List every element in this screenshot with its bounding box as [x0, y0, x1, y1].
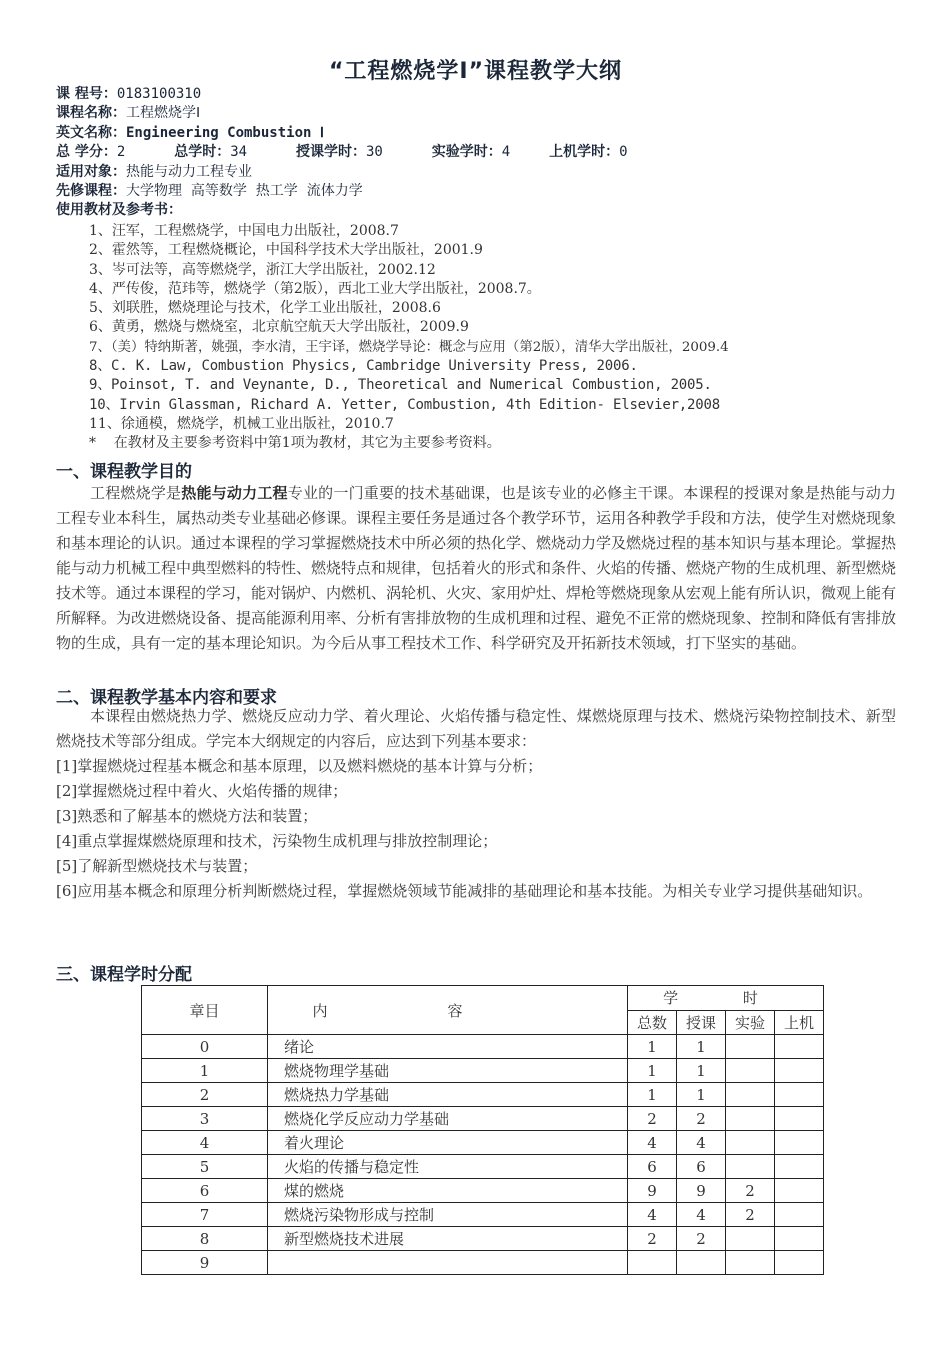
requirement-item: [6]应用基本概念和原理分析判断燃烧过程，掌握燃烧领域节能减排的基础理论和基本技能。为相关专业学习提供基础知识。 — [56, 882, 873, 900]
lecture-hours-value: 30 — [365, 144, 383, 161]
reference-item: 6、黄勇，燃烧与燃烧室，北京航空航天大学出版社，2009.9 — [89, 319, 469, 336]
lecture-cell: 1 — [677, 1059, 726, 1083]
content-cell: 燃烧化学反应动力学基础 — [268, 1107, 628, 1131]
prerequisites-label: 先修课程： — [56, 182, 126, 199]
hours-allocation-table — [141, 985, 824, 1275]
content-intro-paragraph: 本课程由燃烧热力学、燃烧反应动力学、着火理论、火焰传播与稳定性、煤燃烧原理与技术、燃烧污染物控制技术、新型燃烧技术等部分组成。学完本大纲规定的内容后，应达到下列基本要求： — [56, 707, 896, 750]
lecture-cell: 9 — [677, 1179, 726, 1203]
content-cell: 燃烧物理学基础 — [268, 1059, 628, 1083]
hours-row — [56, 143, 628, 162]
content-cell: 燃烧热力学基础 — [268, 1083, 628, 1107]
reference-item: 4、严传俊，范玮等，燃烧学（第2版），西北工业大学出版社，2008.7。 — [89, 280, 541, 297]
computer-cell — [775, 1251, 824, 1275]
reference-item: 1、汪军，工程燃烧学，中国电力出版社，2008.7 — [89, 223, 399, 239]
prerequisites-value: 大学物理 高等数学 热工学 流体力学 — [126, 182, 363, 199]
requirement-item: [1]掌握燃烧过程基本概念和基本原理，以及燃料燃烧的基本计算与分析； — [56, 757, 543, 775]
audience-value: 热能与动力工程专业 — [126, 163, 252, 180]
prerequisites-row — [56, 182, 628, 201]
reference-note: * 在教材及主要参考资料中第1项为教材，其它为主要参考资料。 — [89, 435, 501, 452]
computer-cell — [775, 1155, 824, 1179]
computer-cell — [775, 1179, 824, 1203]
section-heading-purpose: 一、课程教学目的 — [56, 462, 192, 482]
table-row — [142, 1035, 824, 1059]
table-row — [142, 1083, 824, 1107]
reference-item: 7、（美）特纳斯著，姚强，李水清，王宇译，燃烧学导论：概念与应用（第2版），清华大学出版社，2009.4 — [89, 339, 729, 355]
content-cell: 着火理论 — [268, 1131, 628, 1155]
computer-cell — [775, 1203, 824, 1227]
lab-cell: 2 — [726, 1179, 775, 1203]
course-name-label: 课程名称： — [56, 105, 126, 122]
header-computer: 上机 — [775, 1010, 824, 1035]
lab-cell: 2 — [726, 1203, 775, 1227]
purpose-paragraph — [56, 481, 896, 656]
computer-hours-value: 0 — [619, 144, 628, 161]
course-name-value: 工程燃烧学Ⅰ — [126, 105, 201, 122]
english-name-label: 英文名称： — [56, 124, 126, 141]
audience-row — [56, 163, 628, 182]
chapter-cell: 0 — [142, 1035, 268, 1059]
reference-item: 10、Irvin Glassman, Richard A. Yetter, Combustion, 4th Edition- Elsevier,2008 — [89, 396, 720, 413]
credits-label: 总 学分： — [56, 144, 117, 161]
purpose-text-start: 工程燃烧学是 — [90, 484, 182, 502]
reference-item: 5、刘联胜，燃烧理论与技术，化学工业出版社，2008.6 — [89, 300, 441, 317]
table-row — [142, 1203, 824, 1227]
lab-cell — [726, 1155, 775, 1179]
content-cell: 绪论 — [268, 1035, 628, 1059]
course-name-row — [56, 104, 628, 123]
purpose-text-rest: 专业的一门重要的技术基础课，也是该专业的必修主干课。本课程的授课对象是热能与动力工程专业本科生，属热动类专业基础必修课。课程主要任务是通过各个教学环节，运用各种教学手段和方法，使学生对燃烧现象和基本理论的认识。通过本课程的学习掌握燃烧技术中所必须的热化学、燃烧动力学及燃烧过程的基本知识与基本理论。掌握热能与动力机械工程中典型燃料的特性、燃烧特点和规律，包括着火的形式和条件、火焰的传播、燃烧产物的生成机理、新型燃烧技术等。通过本课程的学习，能对锅炉、内燃机、涡轮机、火灾、家用炉灶、焊枪等燃烧现象从宏观上能有所认识，微观上能有所解释。为改进燃烧设备、提高能源利用率、分析有害排放物的生成机理和过程、避免不正常的燃烧现象、控制和降低有害排放物的生成，具有一定的基本理论知识。为今后从事工程技术工作、科学研究及开拓新技术领域，打下坚实的基础。 — [56, 484, 897, 652]
requirement-item: [4]重点掌握煤燃烧原理和技术，污染物生成机理与排放控制理论； — [56, 832, 498, 850]
header-lab: 实验 — [726, 1010, 775, 1035]
computer-cell — [775, 1083, 824, 1107]
header-lecture: 授课 — [677, 1010, 726, 1035]
computer-hours-label: 上机学时： — [549, 144, 620, 161]
lecture-cell: 4 — [677, 1203, 726, 1227]
textbooks-label: 使用教材及参考书： — [56, 202, 182, 219]
computer-cell — [775, 1059, 824, 1083]
header-chapter: 章目 — [142, 986, 268, 1035]
audience-label: 适用对象： — [56, 163, 126, 180]
chapter-cell: 5 — [142, 1155, 268, 1179]
chapter-cell: 9 — [142, 1251, 268, 1275]
lab-hours-label: 实验学时： — [431, 144, 502, 161]
lab-cell — [726, 1107, 775, 1131]
total-cell: 2 — [628, 1107, 677, 1131]
lecture-cell: 1 — [677, 1083, 726, 1107]
textbooks-row — [56, 201, 628, 220]
content-cell — [268, 1251, 628, 1275]
total-cell: 6 — [628, 1155, 677, 1179]
lecture-cell: 1 — [677, 1035, 726, 1059]
header-hours-group: 学 时 — [628, 986, 824, 1011]
computer-cell — [775, 1035, 824, 1059]
reference-list — [89, 222, 729, 454]
chapter-cell: 4 — [142, 1131, 268, 1155]
header-total: 总数 — [628, 1010, 677, 1035]
content-cell: 火焰的传播与稳定性 — [268, 1155, 628, 1179]
content-cell: 燃烧污染物形成与控制 — [268, 1203, 628, 1227]
table-header-row — [142, 986, 824, 1011]
total-hours-label: 总学时： — [174, 144, 231, 161]
computer-cell — [775, 1107, 824, 1131]
reference-item: 3、岑可法等，高等燃烧学，浙江大学出版社，2002.12 — [89, 261, 436, 278]
content-cell: 煤的燃烧 — [268, 1179, 628, 1203]
credits-value: 2 — [116, 144, 126, 161]
course-number-row — [56, 85, 628, 104]
total-cell: 1 — [628, 1035, 677, 1059]
lecture-cell: 4 — [677, 1131, 726, 1155]
total-cell: 4 — [628, 1131, 677, 1155]
course-number-value: 0183100310 — [116, 86, 202, 102]
chapter-cell: 7 — [142, 1203, 268, 1227]
chapter-cell: 1 — [142, 1059, 268, 1083]
chapter-cell: 6 — [142, 1179, 268, 1203]
total-cell — [628, 1251, 677, 1275]
computer-cell — [775, 1131, 824, 1155]
total-cell: 1 — [628, 1083, 677, 1107]
lecture-cell: 2 — [677, 1227, 726, 1251]
total-cell: 4 — [628, 1203, 677, 1227]
lecture-cell — [677, 1251, 726, 1275]
table-row — [142, 1131, 824, 1155]
requirement-item: [5]了解新型燃烧技术与装置； — [56, 857, 258, 875]
total-cell: 9 — [628, 1179, 677, 1203]
table-row — [142, 1107, 824, 1131]
table-row — [142, 1251, 824, 1275]
chapter-cell: 2 — [142, 1083, 268, 1107]
table-row — [142, 1155, 824, 1179]
table-row — [142, 1227, 824, 1251]
lab-cell — [726, 1059, 775, 1083]
section-heading-hours: 三、课程学时分配 — [56, 965, 192, 985]
table-row — [142, 1179, 824, 1203]
reference-item: 8、C. K. Law, Combustion Physics, Cambridge University Press, 2006. — [89, 358, 638, 375]
lab-cell — [726, 1227, 775, 1251]
requirement-item: [3]熟悉和了解基本的燃烧方法和装置； — [56, 807, 318, 825]
computer-cell — [775, 1227, 824, 1251]
document-title: “工程燃烧学Ⅰ”课程教学大纲 — [328, 59, 623, 84]
lecture-cell: 6 — [677, 1155, 726, 1179]
content-cell: 新型燃烧技术进展 — [268, 1227, 628, 1251]
english-name-row — [56, 124, 628, 143]
total-cell: 1 — [628, 1059, 677, 1083]
reference-item: 2、霍然等，工程燃烧概论，中国科学技术大学出版社，2001.9 — [89, 242, 483, 259]
lab-cell — [726, 1251, 775, 1275]
chapter-cell: 3 — [142, 1107, 268, 1131]
lab-cell — [726, 1083, 775, 1107]
lab-hours-value: 4 — [501, 144, 511, 161]
chapter-cell: 8 — [142, 1227, 268, 1251]
purpose-text-bold: 热能与动力工程 — [181, 484, 288, 502]
total-cell: 2 — [628, 1227, 677, 1251]
lecture-cell: 2 — [677, 1107, 726, 1131]
lab-cell — [726, 1131, 775, 1155]
course-number-label: 课 程号： — [56, 86, 117, 102]
requirements-list — [56, 754, 896, 904]
english-name-value: Engineering Combustion Ⅰ — [126, 124, 324, 141]
lecture-hours-label: 授课学时： — [295, 144, 366, 161]
requirement-item: [2]掌握燃烧过程中着火、火焰传播的规律； — [56, 782, 348, 800]
reference-item: 9、Poinsot, T. and Veynante, D., Theoretical and Numerical Combustion, 2005. — [89, 377, 712, 394]
course-info-block — [56, 85, 628, 221]
reference-item: 11、徐通模，燃烧学，机械工业出版社，2010.7 — [89, 415, 394, 432]
lab-cell — [726, 1035, 775, 1059]
section-heading-content: 二、课程教学基本内容和要求 — [56, 688, 277, 708]
header-content: 内容 — [268, 986, 628, 1035]
total-hours-value: 34 — [230, 144, 248, 161]
table-row — [142, 1059, 824, 1083]
